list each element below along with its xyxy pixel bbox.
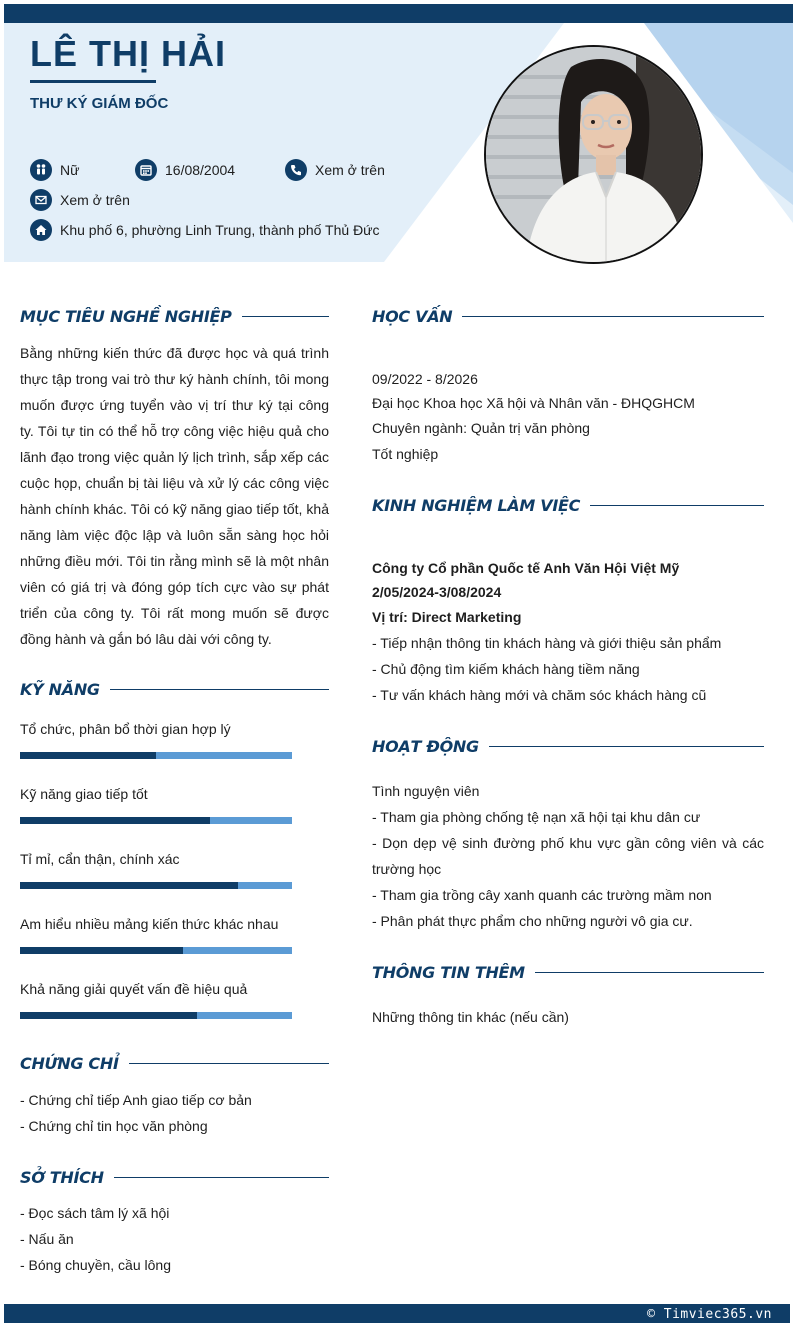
section-rule xyxy=(590,505,764,507)
extra-title: THÔNG TIN THÊM xyxy=(372,963,525,982)
hobby-item: - Bóng chuyền, cầu lông xyxy=(20,1257,171,1273)
skill-level-bar xyxy=(20,752,292,759)
experience-company: Công ty Cổ phần Quốc tế Anh Văn Hội Việt Mỹ xyxy=(372,560,680,576)
top-bar xyxy=(4,4,793,23)
phone-value: Xem ở trên xyxy=(315,162,385,178)
certificate-item: - Chứng chỉ tin học văn phòng xyxy=(20,1118,208,1134)
gender-value: Nữ xyxy=(60,162,80,178)
birthdate-value: 16/08/2004 xyxy=(165,162,236,178)
activity-item: - Dọn dẹp vệ sinh đường phố khu vực gần công viên và các trường học xyxy=(372,835,764,877)
gender-info xyxy=(30,159,79,181)
experience-item: - Chủ động tìm kiếm khách hàng tiềm năng xyxy=(372,661,640,677)
experience-item: - Tư vấn khách hàng mới và chăm sóc khách hàng cũ xyxy=(372,687,707,703)
calendar-icon xyxy=(135,159,157,181)
hobby-item: - Nấu ăn xyxy=(20,1231,74,1247)
education-school: Đại học Khoa học Xã hội và Nhân văn - ĐHQGHCM xyxy=(372,395,695,411)
objective-text: Bằng những kiến thức đã được học và quá trình thực tập trong vai trò thư ký hành chính, tôi mong muốn được ứng tuyển vào vị trí thư ký tại công ty. Tôi tự tin có thể hỗ trợ công việc hiệu quả cho lãnh đạo trong việc quản lý lịch trình, sắp xếp các cuộc họp, chuẩn bị tài liệu và xử lý các công việc hành chính khác. Tôi có kỹ năng giao tiếp tốt, khả năng làm việc độc lập và luôn sẵn sàng học hỏi những điều mới. Tôi tin rằng mình sẽ là một nhân viên có giá trị và đóng góp tích cực vào sự phát triển của công ty. Tôi rất mong muốn sẽ được đồng hành và gắn bó lâu dài với công ty. xyxy=(20,345,329,647)
skill-level-fill xyxy=(20,882,238,889)
section-rule xyxy=(489,746,764,748)
skill-label: Kỹ năng giao tiếp tốt xyxy=(20,786,148,802)
experience-title: KINH NGHIỆM LÀM VIỆC xyxy=(372,496,581,515)
skills-title: KỸ NĂNG xyxy=(20,680,100,699)
education-section-title xyxy=(372,307,764,326)
email-info xyxy=(30,189,130,211)
activity-role: Tình nguyện viên xyxy=(372,783,480,799)
job-title: THƯ KÝ GIÁM ĐỐC xyxy=(30,95,169,112)
hobbies-title: SỞ THÍCH xyxy=(20,1168,104,1187)
section-rule xyxy=(129,1063,329,1065)
skill-label: Tổ chức, phân bổ thời gian hợp lý xyxy=(20,721,231,737)
birthdate-info xyxy=(135,159,235,181)
objective-section-title xyxy=(20,307,329,326)
activities-title: HOẠT ĐỘNG xyxy=(372,737,479,756)
address-value: Khu phố 6, phường Linh Trung, thành phố Thủ Đức xyxy=(60,222,380,238)
skill-level-fill xyxy=(20,947,183,954)
education-period: 09/2022 - 8/2026 xyxy=(372,371,478,387)
phone-icon xyxy=(285,159,307,181)
hobby-item: - Đọc sách tâm lý xã hội xyxy=(20,1205,170,1221)
section-rule xyxy=(462,316,764,318)
section-rule xyxy=(535,972,764,974)
certificates-section-title xyxy=(20,1054,329,1073)
experience-item: - Tiếp nhận thông tin khách hàng và giới thiệu sản phẩm xyxy=(372,635,722,651)
copyright-text: © Timviec365.vn xyxy=(647,1307,772,1322)
activities-section-title xyxy=(372,737,764,756)
section-rule xyxy=(110,689,329,691)
hobbies-section-title xyxy=(20,1168,329,1187)
skill-level-bar xyxy=(20,817,292,824)
certificate-item: - Chứng chỉ tiếp Anh giao tiếp cơ bản xyxy=(20,1092,252,1108)
experience-section-title xyxy=(372,496,764,515)
name-underline xyxy=(30,80,156,83)
certificates-title: CHỨNG CHỈ xyxy=(20,1054,119,1073)
gender-icon xyxy=(30,159,52,181)
activity-item: - Phân phát thực phẩm cho những người vô gia cư. xyxy=(372,913,693,929)
skill-level-bar xyxy=(20,882,292,889)
profile-photo xyxy=(484,45,703,264)
email-icon xyxy=(30,189,52,211)
extra-text: Những thông tin khác (nếu cần) xyxy=(372,1009,569,1025)
extra-section-title xyxy=(372,963,764,982)
skill-label: Khả năng giải quyết vấn đề hiệu quả xyxy=(20,981,248,997)
experience-position: Vị trí: Direct Marketing xyxy=(372,609,522,625)
skill-level-bar xyxy=(20,1012,292,1019)
activity-item: - Tham gia phòng chống tệ nạn xã hội tại khu dân cư xyxy=(372,809,701,825)
section-rule xyxy=(242,316,329,318)
objective-title: MỤC TIÊU NGHỀ NGHIỆP xyxy=(20,307,232,326)
activity-item: - Tham gia trồng cây xanh quanh các trường mầm non xyxy=(372,887,712,903)
skill-level-fill xyxy=(20,1012,197,1019)
section-rule xyxy=(114,1177,329,1179)
candidate-name: LÊ THỊ HẢI xyxy=(30,33,226,74)
portrait-illustration xyxy=(486,47,703,264)
address-info xyxy=(30,219,380,241)
skill-level-fill xyxy=(20,752,156,759)
email-value: Xem ở trên xyxy=(60,192,130,208)
phone-info xyxy=(285,159,385,181)
education-major: Chuyên ngành: Quản trị văn phòng xyxy=(372,420,590,436)
experience-period: 2/05/2024-3/08/2024 xyxy=(372,584,502,600)
skill-level-fill xyxy=(20,817,210,824)
education-result: Tốt nghiệp xyxy=(372,446,439,462)
education-title: HỌC VẤN xyxy=(372,307,453,326)
home-icon xyxy=(30,219,52,241)
skill-label: Tỉ mỉ, cẩn thận, chính xác xyxy=(20,851,180,867)
skill-label: Am hiểu nhiều mảng kiến thức khác nhau xyxy=(20,916,279,932)
skill-level-bar xyxy=(20,947,292,954)
skills-section-title xyxy=(20,680,329,699)
